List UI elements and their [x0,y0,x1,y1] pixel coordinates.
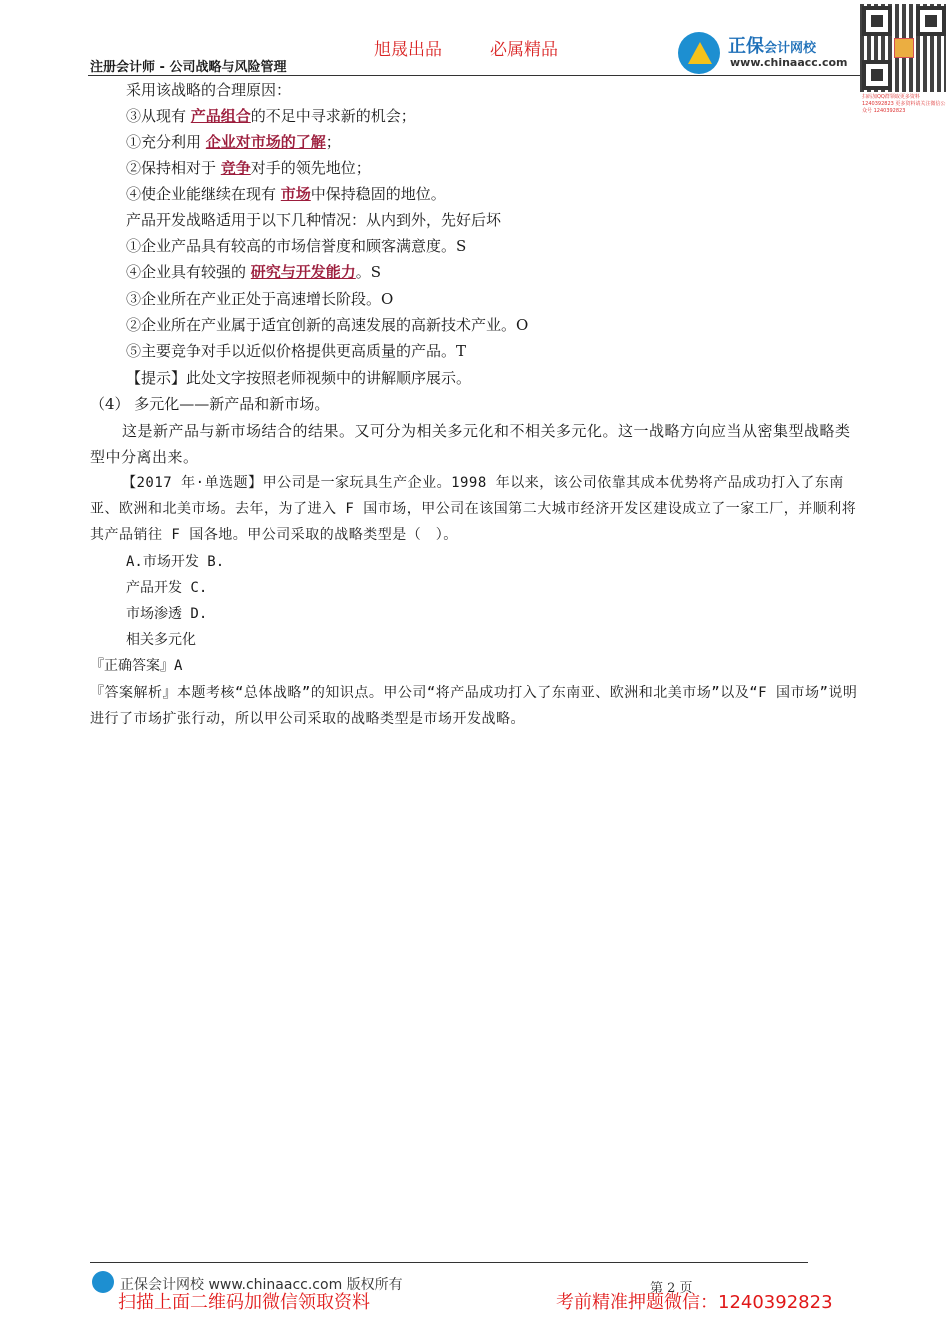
brand-right: 必属精品 [490,40,558,60]
body-line: 【提示】此处文字按照老师视频中的讲解顺序展示。 [126,369,472,387]
body-line: 产品开发战略适用于以下几种情况：从内到外，先好后坏 [126,211,502,229]
header-title: 注册会计师 - 公司战略与风险管理 [90,60,287,75]
section-heading: （4） 多元化——新产品和新市场。 [90,395,330,413]
header-divider [88,75,860,76]
highlight-keyword: 市场 [280,185,311,203]
page-number: 第 2 页 [650,1281,693,1296]
logo-url: www.chinaacc.com [730,56,848,69]
highlight-keyword: 研究与开发能力 [250,263,356,281]
question-stem: 【2017 年·单选题】甲公司是一家玩具生产企业。1998 年以来，该公司依靠其成本优势将产品成功打入了东南亚、欧洲和北美市场。去年，为了进入 F 国市场，甲公司在该国第二大城市经济开发区建设成立了一家工厂，并顺利将其产品销往 F 国各地。甲公司采取的战略类型是（ ）。 [90,475,857,543]
footer-logo-icon [92,1271,114,1293]
brand-slogan [374,35,606,60]
correct-answer: 『正确答案』A [90,658,183,674]
answer-analysis: 『答案解析』本题考核“总体战略”的知识点。甲公司“将产品成功打入了东南亚、欧洲和北美市场”以及“F 国市场”说明进行了市场扩张行动，所以甲公司采取的战略类型是市场开发战略。 [90,685,858,727]
qr-caption: 扫码加QQ群领取更多资料 1240392823 更多资料请关注微信公众号 1240392823 [862,94,946,114]
body-line: 采用该战略的合理原因： [126,81,292,99]
body-line: ③企业所在产业正处于高速增长阶段。O [126,290,394,308]
body-line: ①充分利用 企业对市场的了解； [126,133,341,151]
body-line: ②企业所在产业属于适宜创新的高速发展的高新技术产业。O [126,316,529,334]
logo-name: 正保会计网校 [728,36,817,57]
brand-left: 旭晟出品 [374,40,442,60]
footer-copyright: 正保会计网校 www.chinaacc.com 版权所有 [120,1277,403,1293]
highlight-keyword: 产品组合 [190,107,251,125]
footer-divider [90,1262,808,1263]
option-line: 产品开发 C. [126,580,208,596]
body-line: ⑤主要竞争对手以近似价格提供更高质量的产品。T [126,342,467,360]
promo-right: 考前精准押题微信：1240392823 [556,1292,833,1313]
body-line: ③从现有 产品组合的不足中寻求新的机会； [126,107,416,125]
qr-code-icon [860,4,946,92]
paragraph: 这是新产品与新市场结合的结果。又可分为相关多元化和不相关多元化。这一战略方向应当从密集型战略类型中分离出来。 [90,422,851,466]
body-line: ②保持相对于 竞争对手的领先地位； [126,159,371,177]
chinaacc-logo[interactable] [678,30,858,74]
body-line: ④企业具有较强的 研究与开发能力。S [126,263,382,281]
option-line: 相关多元化 [126,632,196,648]
option-line: 市场渗透 D. [126,606,208,622]
body-line: ④使企业能继续在现有 市场中保持稳固的地位。 [126,185,446,203]
option-line: A.市场开发 B. [126,554,225,570]
highlight-keyword: 企业对市场的了解 [205,133,326,151]
highlight-keyword: 竞争 [220,159,251,177]
body-line: ①企业产品具有较高的市场信誉度和顾客满意度。S [126,237,467,255]
logo-icon [678,32,720,74]
promo-left: 扫描上面二维码加微信领取资料 [118,1292,370,1313]
